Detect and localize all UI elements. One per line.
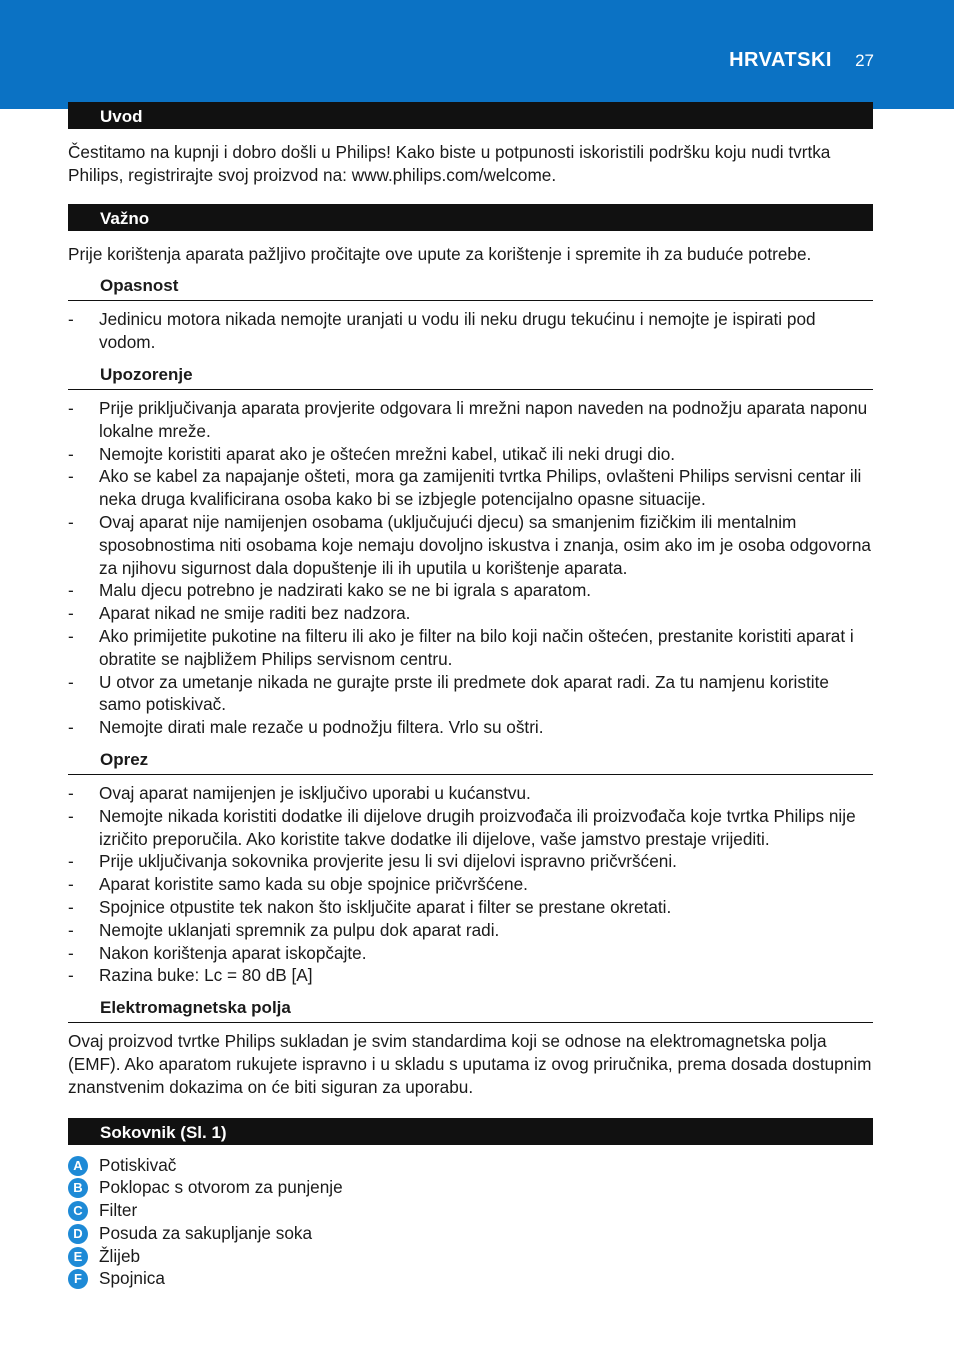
language-label: HRVATSKI [729, 49, 832, 71]
list-item: - Nemojte nikada koristiti dodatke ili dijelove drugih proizvođača ili proizvođača koje tvrtka Philips nije izričito preporučila. Ako koristite takve dodatke ili dijelove, vaše jamstvo prestaje vrijediti. [68, 805, 873, 851]
subheading-emf: Elektromagnetska polja [68, 997, 873, 1023]
list-item: - Prije uključivanja sokovnika provjerite jesu li svi dijelovi ispravno pričvršćeni. [68, 850, 873, 873]
list-item: - Nemojte dirati male rezače u podnožju filtera. Vrlo su oštri. [68, 716, 873, 739]
part-label: Žlijeb [99, 1245, 141, 1266]
list-item: - Ako primijetite pukotine na filteru ili ako je filter na bilo koji način oštećen, prestanite koristiti aparat i obratite se najbližem Philips servisnom centru. [68, 625, 873, 671]
part-item [68, 1176, 873, 1199]
list-item: - Ovaj aparat nije namijenjen osobama (uključujući djecu) sa smanjenim fizičkim ili mentalnim sposobnostima niti osobama koje nemaju dovoljno iskustva i znanja, osim ako im je osoba odgovorna za njihovu sigurnost dala dopuštenje ili ih uputila u korištenje aparata. [68, 511, 873, 579]
section-heading-uvod: Uvod [68, 102, 873, 129]
letter-f-badge-icon: F [68, 1269, 88, 1289]
letter-b-badge-icon: B [68, 1178, 88, 1198]
list-item: - Nakon korištenja aparat iskopčajte. [68, 942, 873, 965]
letter-a-badge-icon: A [68, 1156, 88, 1176]
list-oprez [68, 782, 873, 987]
page-number: 27 [855, 51, 874, 70]
part-item [68, 1154, 873, 1177]
list-item: - Jedinicu motora nikada nemojte uranjati u vodu ili neku drugu tekućinu i nemojte je ispirati pod vodom. [68, 308, 873, 354]
subheading-upozorenje: Upozorenje [68, 364, 873, 390]
part-label: Potiskivač [99, 1154, 177, 1175]
part-label: Spojnica [99, 1268, 165, 1289]
part-item [68, 1199, 873, 1222]
list-item: - Malu djecu potrebno je nadzirati kako se ne bi igrala s aparatom. [68, 579, 873, 602]
letter-c-badge-icon: C [68, 1201, 88, 1221]
section-heading-sokovnik: Sokovnik (Sl. 1) [68, 1118, 873, 1145]
emf-paragraph: Ovaj proizvod tvrtke Philips sukladan je svim standardima koji se odnose na elektromagnetska polja (EMF). Ako aparatom rukujete ispravno i u skladu s uputama iz ovog priručnika, prema dosada dostupnim znanstvenim dokazima on će biti siguran za uporabu. [68, 1031, 872, 1097]
part-item [68, 1267, 873, 1290]
letter-e-badge-icon: E [68, 1247, 88, 1267]
list-item: - Aparat koristite samo kada su obje spojnice pričvršćene. [68, 873, 873, 896]
list-opasnost [68, 308, 873, 354]
intro-paragraph: Čestitamo na kupnji i dobro došli u Philips! Kako biste u potpunosti iskoristili podršku koju nudi tvrtka Philips, registrirajte svoj proizvod na: www.philips.com/welcome. [68, 142, 831, 185]
list-item: - Aparat nikad ne smije raditi bez nadzora. [68, 602, 873, 625]
subheading-opasnost: Opasnost [68, 275, 873, 301]
part-label: Filter [99, 1200, 138, 1221]
parts-list [68, 1154, 873, 1291]
important-paragraph: Prije korištenja aparata pažljivo pročitajte ove upute za korištenje i spremite ih za buduće potrebe. [68, 243, 812, 264]
part-item [68, 1245, 873, 1268]
list-item: - U otvor za umetanje nikada ne gurajte prste ili predmete dok aparat radi. Za tu namjenu koristite samo potiskivač. [68, 671, 873, 717]
part-label: Poklopac s otvorom za punjenje [99, 1177, 343, 1198]
list-item: - Razina buke: Lc = 80 dB [A] [68, 964, 873, 987]
list-item: - Ako se kabel za napajanje ošteti, mora ga zamijeniti tvrtka Philips, ovlašteni Philips servisni centar ili neka druga kvalificirana osoba kako bi se izbjegle potencijalno opasne situacije. [68, 465, 873, 511]
list-item: - Nemojte uklanjati spremnik za pulpu dok aparat radi. [68, 919, 873, 942]
subheading-oprez: Oprez [68, 749, 873, 775]
section-heading-vazno: Važno [68, 204, 873, 231]
list-item: - Prije priključivanja aparata provjerite odgovara li mrežni napon naveden na podnožju aparata naponu lokalne mreže. [68, 397, 873, 443]
list-item: - Ovaj aparat namijenjen je isključivo uporabi u kućanstvu. [68, 782, 873, 805]
list-upozorenje [68, 397, 873, 739]
list-item: - Nemojte koristiti aparat ako je oštećen mrežni kabel, utikač ili neki drugi dio. [68, 443, 873, 466]
part-item [68, 1222, 873, 1245]
header-bar [0, 0, 954, 109]
part-label: Posuda za sakupljanje soka [99, 1222, 313, 1243]
page-content [68, 102, 873, 1290]
list-item: - Spojnice otpustite tek nakon što isključite aparat i filter se prestane okretati. [68, 896, 873, 919]
letter-d-badge-icon: D [68, 1224, 88, 1244]
